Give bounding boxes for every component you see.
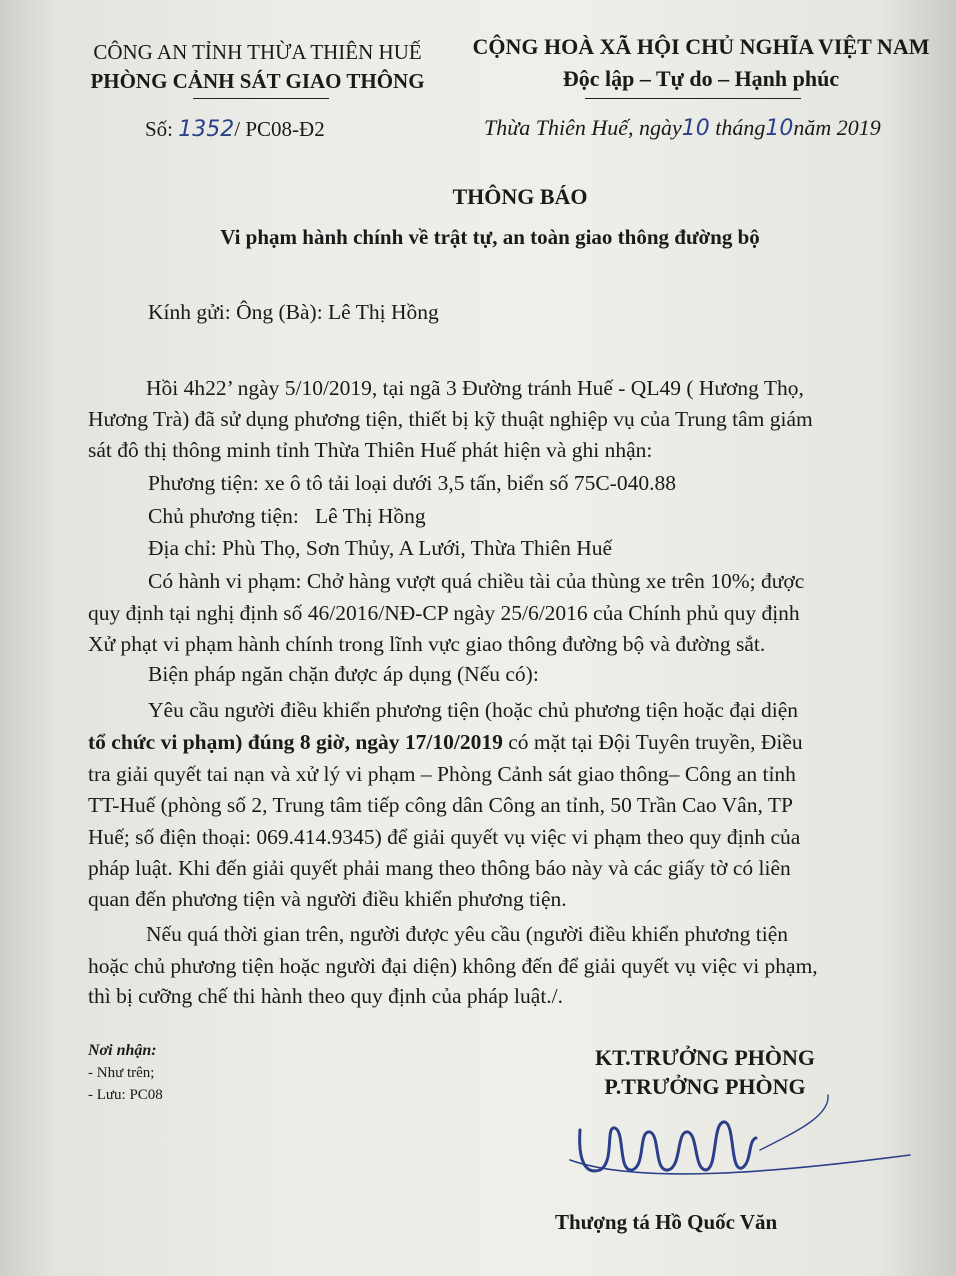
signature-title-2: P.TRƯỞNG PHÒNG (604, 1074, 806, 1099)
agency-underline (193, 98, 329, 99)
handwritten-month: 10 (765, 116, 794, 141)
violation-line-2: quy định tại nghị định số 46/2016/NĐ-CP ngày 25/6/2016 của Chính phủ quy định (88, 601, 800, 625)
number-suffix: / PC08-Đ2 (234, 117, 325, 141)
overdue-line-2: hoặc chủ phương tiện hoặc người đại diện) không đến để giải quyết vụ việc vi phạm, (88, 954, 818, 978)
recipient-line: Kính gửi: Ông (Bà): Lê Thị Hồng (148, 300, 439, 324)
recipients-item-2: - Lưu: PC08 (88, 1087, 163, 1103)
request-line-3: tra giải quyết tai nạn và xử lý vi phạm – Phòng Cảnh sát giao thông– Công an tỉnh (88, 762, 796, 786)
request-line-1: Yêu cầu người điều khiển phương tiện (hoặc chủ phương tiện hoặc đại diện (148, 698, 798, 722)
recipients-title: Nơi nhận: (88, 1042, 157, 1059)
request-line-5: Huế; số điện thoại: 069.414.9345) để giải quyết vụ việc vi phạm theo quy định của (88, 825, 801, 849)
agency-line-2: PHÒNG CẢNH SÁT GIAO THÔNG (90, 69, 425, 93)
violation-line-3: Xử phạt vi phạm hành chính trong lĩnh vực giao thông đường bộ và đường sắt. (88, 632, 766, 656)
body-p1-line-3: sát đô thị thông minh tỉnh Thừa Thiên Huế phát hiện và ghi nhận: (88, 438, 653, 462)
document-subtitle: Vi phạm hành chính về trật tự, an toàn giao thông đường bộ (220, 225, 760, 249)
owner-line: Chủ phương tiện: Lê Thị Hồng (148, 504, 426, 528)
document-date (484, 115, 881, 141)
request-line-7: quan đến phương tiện và người điều khiển phương tiện. (88, 887, 567, 911)
number-prefix: Số: (145, 117, 174, 141)
nation-header (458, 31, 944, 95)
agency-header (80, 38, 435, 96)
request-line-2 (88, 730, 803, 755)
handwritten-signature (560, 1090, 930, 1200)
body-p1-line-2: Hương Trà) đã sử dụng phương tiện, thiết bị kỹ thuật nghiệp vụ của Trung tâm giám (88, 407, 813, 431)
body-p1-line-1: Hồi 4h22’ ngày 5/10/2019, tại ngã 3 Đường tránh Huế - QL49 ( Hương Thọ, (146, 376, 804, 400)
nation-line-1: CỘNG HOÀ XÃ HỘI CHỦ NGHĨA VIỆT NAM (472, 34, 930, 59)
measures-line: Biện pháp ngăn chặn được áp dụng (Nếu có): (148, 662, 539, 686)
nation-motto: Độc lập – Tự do – Hạnh phúc (562, 66, 840, 91)
handwritten-day: 10 (681, 116, 710, 141)
address-line: Địa chỉ: Phù Thọ, Sơn Thủy, A Lưới, Thừa Thiên Huế (148, 536, 613, 560)
date-month-label: tháng (715, 115, 766, 140)
document-title: THÔNG BÁO (452, 184, 588, 209)
overdue-line-3: thì bị cưỡng chế thi hành theo quy định của pháp luật./. (88, 984, 564, 1008)
request-tail: có mặt tại Đội Tuyên truyền, Điều (502, 730, 803, 754)
request-lead: tổ chức vi phạm) đúng (88, 730, 300, 754)
overdue-line-1: Nếu quá thời gian trên, người được yêu cầu (người điều khiển phương tiện (146, 922, 789, 946)
document-number (145, 117, 325, 142)
vehicle-line: Phương tiện: xe ô tô tải loại dưới 3,5 tấn, biển số 75C-040.88 (148, 471, 676, 495)
recipients-item-1: - Như trên; (88, 1065, 155, 1081)
signature-title-1: KT.TRƯỞNG PHÒNG (595, 1045, 815, 1070)
signer-name: Thượng tá Hồ Quốc Văn (555, 1210, 778, 1234)
appointment-time: 8 giờ, ngày 17/10/2019 (299, 730, 503, 754)
agency-line-1: CÔNG AN TỈNH THỪA THIÊN HUẾ (93, 40, 422, 64)
request-line-6: pháp luật. Khi đến giải quyết phải mang theo thông báo này và các giấy tờ có liên (88, 856, 791, 880)
handwritten-number: 1352 (178, 117, 235, 142)
violation-line-1: Có hành vi phạm: Chở hàng vượt quá chiều tài của thùng xe trên 10%; được (148, 569, 805, 593)
request-line-4: TT-Huế (phòng số 2, Trung tâm tiếp công dân Công an tỉnh, 50 Trần Cao Vân, TP (88, 793, 793, 817)
date-year: năm 2019 (793, 115, 881, 140)
motto-underline (585, 98, 801, 99)
date-place: Thừa Thiên Huế, ngày (484, 115, 682, 140)
